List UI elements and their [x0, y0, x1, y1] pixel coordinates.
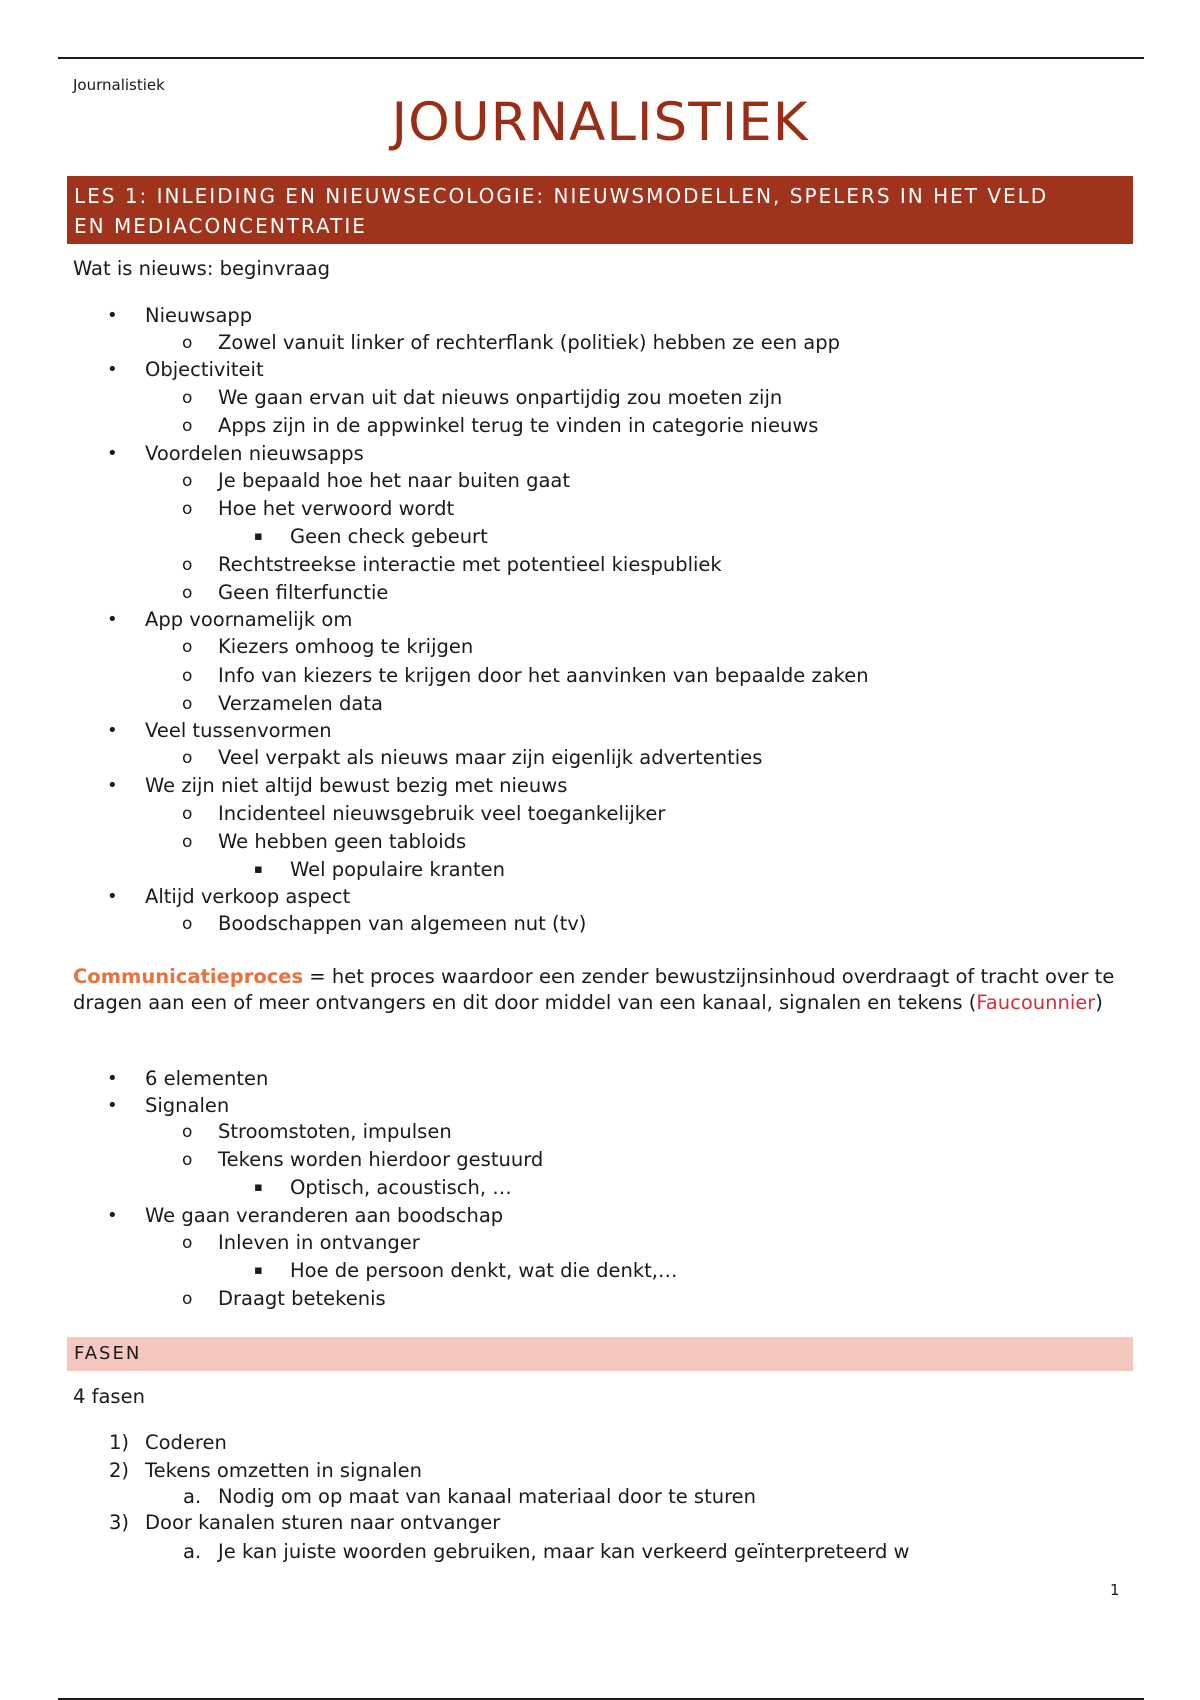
- list-item: • 6 elementen: [107, 1067, 269, 1090]
- list-item: o Apps zijn in de appwinkel terug te vinden in categorie nieuws: [182, 414, 819, 437]
- circle-marker: o: [182, 333, 193, 353]
- list-item: o Inleven in ontvanger: [182, 1231, 420, 1254]
- list-item: ▪ Optisch, acoustisch, …: [254, 1176, 512, 1199]
- list-item: o Draagt betekenis: [182, 1287, 386, 1310]
- list-item: ▪ Geen check gebeurt: [254, 525, 488, 548]
- list-item: 3) Door kanalen sturen naar ontvanger: [109, 1511, 501, 1534]
- top-rule: [58, 57, 1144, 59]
- list-item: 2) Tekens omzetten in signalen: [109, 1459, 422, 1482]
- circle-marker: o: [182, 1233, 193, 1253]
- bullet-marker: •: [107, 609, 118, 630]
- circle-marker: o: [182, 471, 193, 491]
- number-marker: 2): [109, 1459, 130, 1482]
- square-marker: ▪: [254, 1263, 263, 1278]
- list-item: • Voordelen nieuwsapps: [107, 442, 364, 465]
- list-item: • Signalen: [107, 1094, 230, 1117]
- definition-paragraph: Communicatieproces = het proces waardoor een zender bewustzijnsinhoud overdraagt of tracht over te dragen aan een of meer ontvangers en dit door middel van een kanaal, signalen en tekens (Faucounnier): [73, 965, 1115, 1014]
- square-marker: ▪: [254, 1180, 263, 1195]
- circle-marker: o: [182, 914, 193, 934]
- circle-marker: o: [182, 388, 193, 408]
- list-item: • We zijn niet altijd bewust bezig met nieuws: [107, 774, 568, 797]
- list-item: 1) Coderen: [109, 1431, 227, 1454]
- circle-marker: o: [182, 1122, 193, 1142]
- circle-marker: o: [182, 804, 193, 824]
- list-item: • Veel tussenvormen: [107, 719, 332, 742]
- bullet-marker: •: [107, 443, 118, 464]
- list-item: o Geen filterfunctie: [182, 581, 389, 604]
- list-item: ▪ Hoe de persoon denkt, wat die denkt,…: [254, 1259, 678, 1282]
- circle-marker: o: [182, 637, 193, 657]
- list-item: o Rechtstreekse interactie met potentieel kiespubliek: [182, 553, 722, 576]
- bullet-marker: •: [107, 1068, 118, 1089]
- list-item: o Je bepaald hoe het naar buiten gaat: [182, 469, 571, 492]
- list-item: o Stroomstoten, impulsen: [182, 1120, 452, 1143]
- list-item: o Info van kiezers te krijgen door het aanvinken van bepaalde zaken: [182, 664, 869, 687]
- intro-question: Wat is nieuws: beginvraag: [73, 257, 330, 280]
- list-item: • App voornamelijk om: [107, 608, 353, 631]
- circle-marker: o: [182, 748, 193, 768]
- circle-marker: o: [182, 1150, 193, 1170]
- list-item: o Boodschappen van algemeen nut (tv): [182, 912, 587, 935]
- circle-marker: o: [182, 1289, 193, 1309]
- list-item: o Incidenteel nieuwsgebruik veel toegankelijker: [182, 802, 666, 825]
- circle-marker: o: [182, 666, 193, 686]
- definition-term: Communicatieproces: [73, 965, 304, 988]
- bullet-marker: •: [107, 775, 118, 796]
- square-marker: ▪: [254, 529, 263, 544]
- bullet-marker: •: [107, 359, 118, 380]
- list-item: o We gaan ervan uit dat nieuws onpartijdig zou moeten zijn: [182, 386, 783, 409]
- list-item: • Objectiviteit: [107, 358, 264, 381]
- list-item: o Verzamelen data: [182, 692, 383, 715]
- list-item: a. Je kan juiste woorden gebruiken, maar kan verkeerd geïnterpreteerd w: [183, 1540, 910, 1563]
- number-marker: 3): [109, 1511, 130, 1534]
- bullet-marker: •: [107, 720, 118, 741]
- document-title: JOURNALISTIEK: [391, 92, 809, 153]
- list-item: o Tekens worden hierdoor gestuurd: [182, 1148, 544, 1171]
- list-item: • Nieuwsapp: [107, 304, 253, 327]
- definition-body: = het proces waardoor een zender bewustzijnsinhoud overdraagt of tracht over te dragen aan een of meer ontvangers en dit door middel van een kanaal, signalen en tekens (: [73, 965, 1115, 1014]
- bullet-marker: •: [107, 886, 118, 907]
- circle-marker: o: [182, 499, 193, 519]
- page-number: 1: [1110, 1581, 1120, 1599]
- bullet-marker: •: [107, 1095, 118, 1116]
- list-item: • We gaan veranderen aan boodschap: [107, 1204, 504, 1227]
- circle-marker: o: [182, 694, 193, 714]
- list-item: o Hoe het verwoord wordt: [182, 497, 455, 520]
- number-marker: 1): [109, 1431, 130, 1454]
- letter-marker: a.: [183, 1540, 202, 1563]
- lesson-heading-line1: LES 1: INLEIDING EN NIEUWSECOLOGIE: NIEUWSMODELLEN, SPELERS IN HET VELD: [74, 184, 1049, 208]
- letter-marker: a.: [183, 1485, 202, 1508]
- list-item: • Altijd verkoop aspect: [107, 885, 351, 908]
- list-item: o Kiezers omhoog te krijgen: [182, 635, 474, 658]
- circle-marker: o: [182, 555, 193, 575]
- lesson-heading: [67, 176, 1133, 244]
- bullet-marker: •: [107, 305, 118, 326]
- running-header: Journalistiek: [73, 76, 165, 94]
- section-heading-fasen: FASEN: [67, 1337, 1133, 1371]
- circle-marker: o: [182, 583, 193, 603]
- circle-marker: o: [182, 416, 193, 436]
- fasen-intro: 4 fasen: [73, 1385, 145, 1408]
- list-item: a. Nodig om op maat van kanaal materiaal door te sturen: [183, 1485, 757, 1508]
- list-item: ▪ Wel populaire kranten: [254, 858, 505, 881]
- bullet-marker: •: [107, 1205, 118, 1226]
- definition-author: Faucounnier: [976, 991, 1096, 1014]
- circle-marker: o: [182, 832, 193, 852]
- list-item: o Veel verpakt als nieuws maar zijn eigenlijk advertenties: [182, 746, 763, 769]
- lesson-heading-line2: EN MEDIACONCENTRATIE: [74, 214, 367, 238]
- list-item: o Zowel vanuit linker of rechterflank (politiek) hebben ze een app: [182, 331, 840, 354]
- list-item: o We hebben geen tabloids: [182, 830, 467, 853]
- square-marker: ▪: [254, 862, 263, 877]
